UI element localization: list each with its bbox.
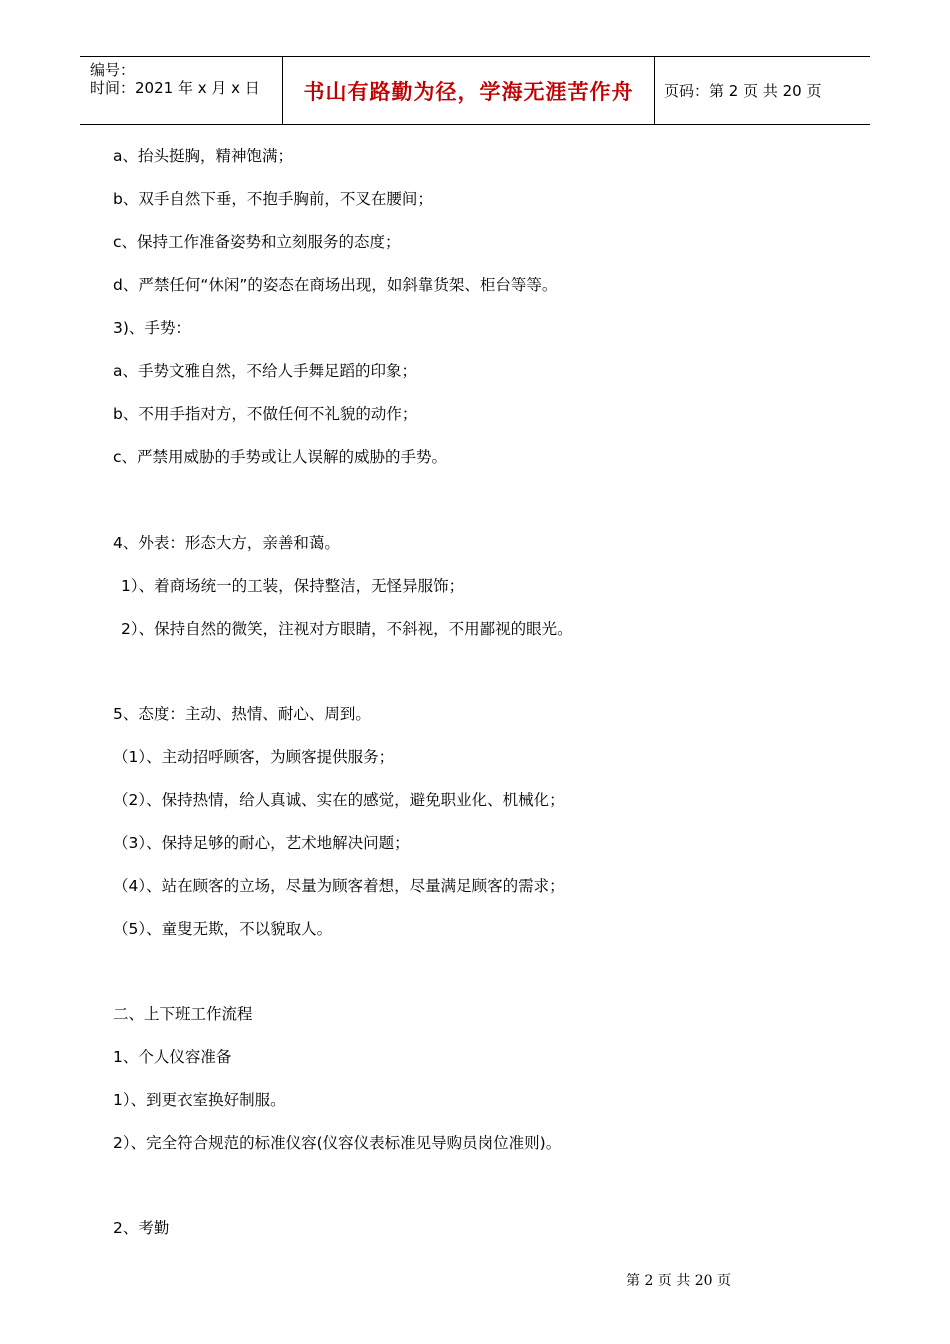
body-line: （5）、童叟无欺，不以貌取人。 [113, 920, 333, 938]
subsection-heading: 2、考勤 [113, 1219, 170, 1237]
subsection-heading: 1、个人仪容准备 [113, 1048, 232, 1066]
document-time-label: 时间：2021 年 x 月 x 日 [90, 79, 260, 97]
body-line: 2）、保持自然的微笑，注视对方眼睛，不斜视，不用鄙视的眼光。 [121, 620, 573, 638]
body-line: （4）、站在顾客的立场，尽量为顾客着想，尽量满足顾客的需求； [113, 877, 565, 895]
body-line: b、双手自然下垂，不抱手胸前，不叉在腰间； [113, 190, 433, 208]
header-page-info: 页码：第 2 页 共 20 页 [664, 82, 822, 100]
body-line: 3)、手势： [113, 319, 191, 337]
body-line: 1）、着商场统一的工装，保持整洁，无怪异服饰； [121, 577, 465, 595]
body-line: a、手势文雅自然，不给人手舞足蹈的印象； [113, 362, 417, 380]
header-motto-cell [282, 57, 655, 124]
body-line: （3）、保持足够的耐心，艺术地解决问题； [113, 834, 410, 852]
page-footer: 第 2 页 共 20 页 [626, 1273, 731, 1289]
section-heading: 二、上下班工作流程 [113, 1005, 253, 1023]
body-line: 1）、到更衣室换好制服。 [113, 1091, 286, 1109]
document-number-label: 编号： [90, 61, 136, 79]
header-motto: 书山有路勤为径，学海无涯苦作舟 [303, 79, 634, 104]
header-page-cell [655, 57, 870, 124]
page-header [80, 56, 870, 125]
body-line: （1）、主动招呼顾客，为顾客提供服务； [113, 748, 395, 766]
body-line: b、不用手指对方，不做任何不礼貌的动作； [113, 405, 418, 423]
body-line: a、抬头挺胸，精神饱满； [113, 147, 293, 165]
header-meta-cell [80, 57, 282, 124]
body-line: （2）、保持热情，给人真诚、实在的感觉，避免职业化、机械化； [113, 791, 565, 809]
section-heading: 5、态度：主动、热情、耐心、周到。 [113, 705, 371, 723]
body-line: c、严禁用威胁的手势或让人误解的威胁的手势。 [113, 448, 448, 466]
section-heading: 4、外表：形态大方，亲善和蔼。 [113, 534, 340, 552]
body-line: c、保持工作准备姿势和立刻服务的态度； [113, 233, 401, 251]
body-line: d、严禁任何“休闲”的姿态在商场出现，如斜靠货架、柜台等等。 [113, 276, 558, 294]
body-line: 2）、完全符合规范的标准仪容(仪容仪表标准见导购员岗位准则)。 [113, 1134, 562, 1152]
